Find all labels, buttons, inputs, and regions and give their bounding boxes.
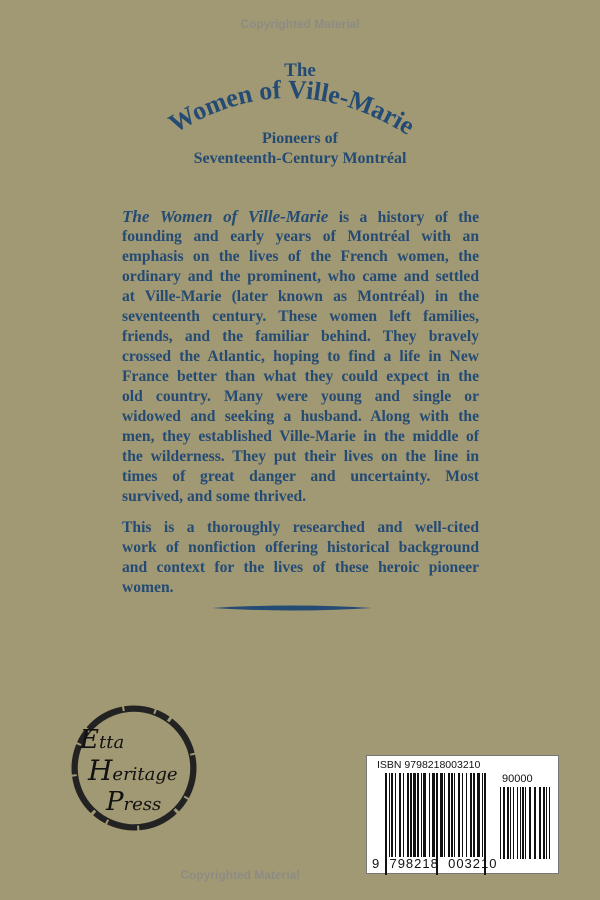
subtitle-line-1: Pioneers of (262, 130, 338, 147)
blurb-line-text: seventeenth century. These women left families, (122, 308, 479, 325)
blurb-line (122, 347, 479, 367)
blurb-line (122, 387, 479, 407)
barcode-bar (444, 773, 445, 857)
barcode-bar (482, 773, 483, 857)
blurb-line (122, 287, 479, 307)
barcode-bar (466, 773, 467, 857)
addon-bar (500, 787, 501, 859)
blurb-paragraph-1 (122, 207, 479, 507)
barcode-bar (389, 773, 390, 857)
blurb-book-title: The Women of Ville-Marie (122, 207, 329, 226)
barcode-bar (399, 773, 401, 857)
barcode-bar (417, 773, 419, 857)
price-code: 90000 (502, 773, 533, 785)
addon-bar (549, 787, 550, 859)
blurb-line-text: times of great danger and uncertainty. Most (122, 468, 479, 485)
blurb-line: work of nonfiction offering historical background (122, 539, 479, 556)
barcode-bar (470, 773, 472, 857)
subtitle-line-2: Seventeenth-Century Montréal (193, 150, 407, 167)
blurb-line (122, 307, 479, 327)
blurb-line-text: old country. Many were young and single or (122, 388, 479, 405)
blurb-line: women. (122, 579, 174, 596)
blurb-line-text: friends, and the familiar behind. They bravely (122, 328, 479, 345)
blurb-line-text: the wilderness. They put their lives on the line in (122, 448, 479, 465)
watermark-top: Copyrighted Material (240, 17, 360, 31)
addon-bar (525, 787, 526, 859)
barcode-bar (429, 773, 430, 857)
addon-bar (507, 787, 509, 859)
barcode-bar (454, 773, 455, 857)
blurb-line-text: founding and early years of Montréal with an (122, 228, 479, 245)
blurb-line (122, 447, 479, 467)
barcode-bar (410, 773, 412, 857)
blurb-line (122, 487, 479, 507)
blurb-line-text: men, they established Ville-Marie in the middle of (122, 428, 479, 445)
barcode-bar (423, 773, 426, 857)
blurb-line (122, 247, 479, 267)
blurb-line-text: emphasis on the lives of the French women, the (122, 248, 479, 265)
barcode-bar (421, 773, 422, 857)
barcode-bar (451, 773, 453, 857)
svg-text:Etta: Etta (80, 725, 125, 755)
addon-bar (534, 787, 536, 859)
blurb-line: and context for the lives of these heroic pioneer (122, 559, 479, 576)
barcode-bar (391, 773, 393, 857)
isbn-label: ISBN 9798218003210 (377, 759, 481, 771)
addon-bar (510, 787, 511, 859)
book-title: Women of Ville-Marie (163, 74, 420, 141)
blurb-line-text: widowed and seeking a husband. Along with the (122, 408, 479, 425)
blurb-line-text: survived, and some thrived. (122, 488, 307, 505)
publisher-logo (66, 700, 202, 836)
blurb-line (122, 267, 479, 287)
blurb-line (122, 327, 479, 347)
isbn-barcode (366, 755, 559, 874)
digits-3: 003210 (448, 856, 498, 871)
barcode-bar (432, 773, 435, 857)
barcode-bar (407, 773, 409, 857)
barcode-bar (448, 773, 450, 857)
barcode-digits (372, 856, 497, 871)
svg-text:Press: Press (106, 787, 162, 817)
addon-bar (529, 787, 531, 859)
blurb-line-text: crossed the Atlantic, hoping to find a life in New (122, 348, 479, 365)
blurb-line-text: France better than what they could expect in the (122, 368, 479, 385)
addon-bar (503, 787, 505, 859)
blurb-line (122, 427, 479, 447)
blurb-line (122, 407, 479, 427)
addon-bar (522, 787, 524, 859)
addon-bar (517, 787, 518, 859)
barcode-bar (477, 773, 480, 857)
blurb-paragraph-2 (122, 518, 479, 598)
blurb-line (122, 467, 479, 487)
blurb-line (122, 227, 479, 247)
blurb-line: This is a thoroughly researched and well-cited (122, 519, 479, 536)
addon-bar (543, 787, 545, 859)
barcode-bar (403, 773, 404, 857)
addon-bar (520, 787, 521, 859)
blurb-line-text: at Ville-Marie (later known as Montréal) in the (122, 288, 479, 305)
svg-text:Heritage: Heritage (88, 754, 178, 787)
title-the: The (284, 60, 316, 81)
barcode-bar (413, 773, 416, 857)
blurb-line-text: ordinary and the prominent, who came and settled (122, 268, 479, 285)
barcode-bar (440, 773, 443, 857)
digits-1: 9 (372, 856, 381, 871)
barcode-bar (473, 773, 475, 857)
blurb-line (122, 367, 479, 387)
blurb-line (122, 207, 479, 227)
barcode-bar (395, 773, 396, 857)
addon-bar (539, 787, 541, 859)
blurb-line-text: is a history of the (328, 209, 480, 226)
addon-bar (546, 787, 547, 859)
barcode-bar (458, 773, 460, 857)
ornamental-divider (212, 604, 372, 612)
digits-2: 798218 (389, 856, 439, 871)
barcode-bar (462, 773, 463, 857)
watermark-bottom: Copyrighted Material (180, 868, 300, 882)
addon-bar (513, 787, 514, 859)
